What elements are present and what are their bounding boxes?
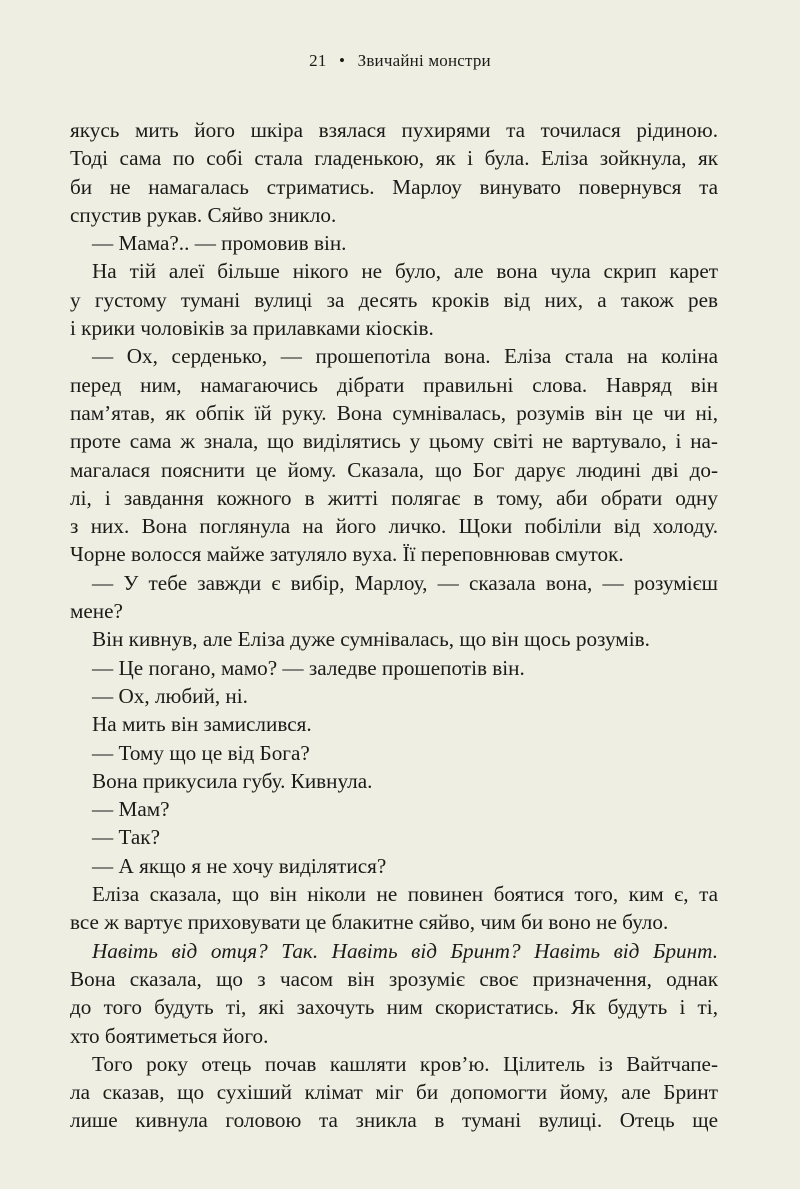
bullet-separator: • [339, 51, 346, 70]
text-line: у густому тумані вулиці за десять кроків від них, а також рев [70, 287, 718, 312]
text-line: — Це погано, мамо? — заледве прошепотів він. [92, 655, 525, 680]
body-text [70, 116, 718, 1135]
text-line: — Мама?.. — промовив він. [92, 231, 347, 256]
text-line: — Тому що це від Бога? [92, 740, 310, 765]
text-line: На мить він замислився. [92, 712, 312, 737]
text-line: Вона сказала, що з часом він зрозуміє своє призначення, однак [70, 966, 718, 991]
chapter-title: Звичайні монстри [357, 51, 491, 70]
text-line: ла сказав, що сухіший клімат міг би допомогти йому, але Бринт [70, 1080, 718, 1105]
text-line: все ж вартує приховувати це блакитне сяйво, чим би воно не було. [70, 910, 669, 935]
text-line: Навіть від отця? Так. Навіть від Бринт? Навіть від Бринт. [92, 938, 718, 963]
text-line: — Так? [92, 825, 161, 850]
text-line: би не намагалась стриматись. Марлоу винувато повернувся та [70, 174, 718, 199]
text-line: мене? [70, 599, 123, 624]
text-line: — А якщо я не хочу виділятися? [92, 853, 387, 878]
text-line: магалася пояснити це йому. Сказала, що Бог дарує людині дві до- [70, 457, 718, 482]
text-line: Він кивнув, але Еліза дуже сумнівалась, що він щось розумів. [92, 627, 650, 652]
text-line: хто боятиметься його. [70, 1023, 269, 1048]
text-line: якусь мить його шкіра взялася пухирями та точилася рідиною. [70, 118, 718, 142]
text-line: — У тебе завжди є вибір, Марлоу, — сказала вона, — розумієш [92, 570, 718, 595]
page-number: 21 [309, 51, 327, 70]
text-line: Вона прикусила губу. Кивнула. [92, 768, 373, 793]
text-line: — Мам? [92, 797, 170, 822]
text-line: спустив рукав. Сяйво зникло. [70, 202, 337, 227]
text-line: з них. Вона поглянула на його личко. Щоки побіліли від холоду. [70, 514, 718, 539]
text-line: — Ох, любий, ні. [92, 683, 248, 708]
running-head [0, 51, 800, 71]
text-line: до того будуть ті, які захочуть ним скористатись. Як будуть і ті, [70, 995, 718, 1020]
text-line: Того року отець почав кашляти кров’ю. Цілитель із Вайтчапе- [92, 1051, 718, 1076]
text-line: Тоді сама по собі стала гладенькою, як і була. Еліза зойкнула, як [70, 146, 718, 171]
text-line: лі, і завдання кожного в житті полягає в тому, аби обрати одну [70, 485, 718, 510]
text-line: проте сама ж знала, що виділятись у цьому світі не вартувало, і на- [70, 429, 718, 454]
text-line: перед ним, намагаючись дібрати правильні слова. Навряд він [70, 372, 718, 397]
text-line: Чорне волосся майже затуляло вуха. Її переповнював смуток. [70, 542, 624, 567]
text-line: Еліза сказала, що він ніколи не повинен боятися того, ким є, та [92, 882, 718, 907]
text-line: — Ох, серденько, — прошепотіла вона. Еліза стала на коліна [92, 344, 718, 369]
text-line: і крики чоловіків за прилавками кіосків. [70, 316, 434, 341]
text-line: На тій алеї більше нікого не було, але вона чула скрип карет [92, 259, 718, 284]
text-line: пам’ятав, як обпік їй руку. Вона сумнівалась, розумів він це чи ні, [70, 400, 718, 425]
text-line: лише кивнула головою та зникла в тумані вулиці. Отець ще [70, 1108, 718, 1133]
